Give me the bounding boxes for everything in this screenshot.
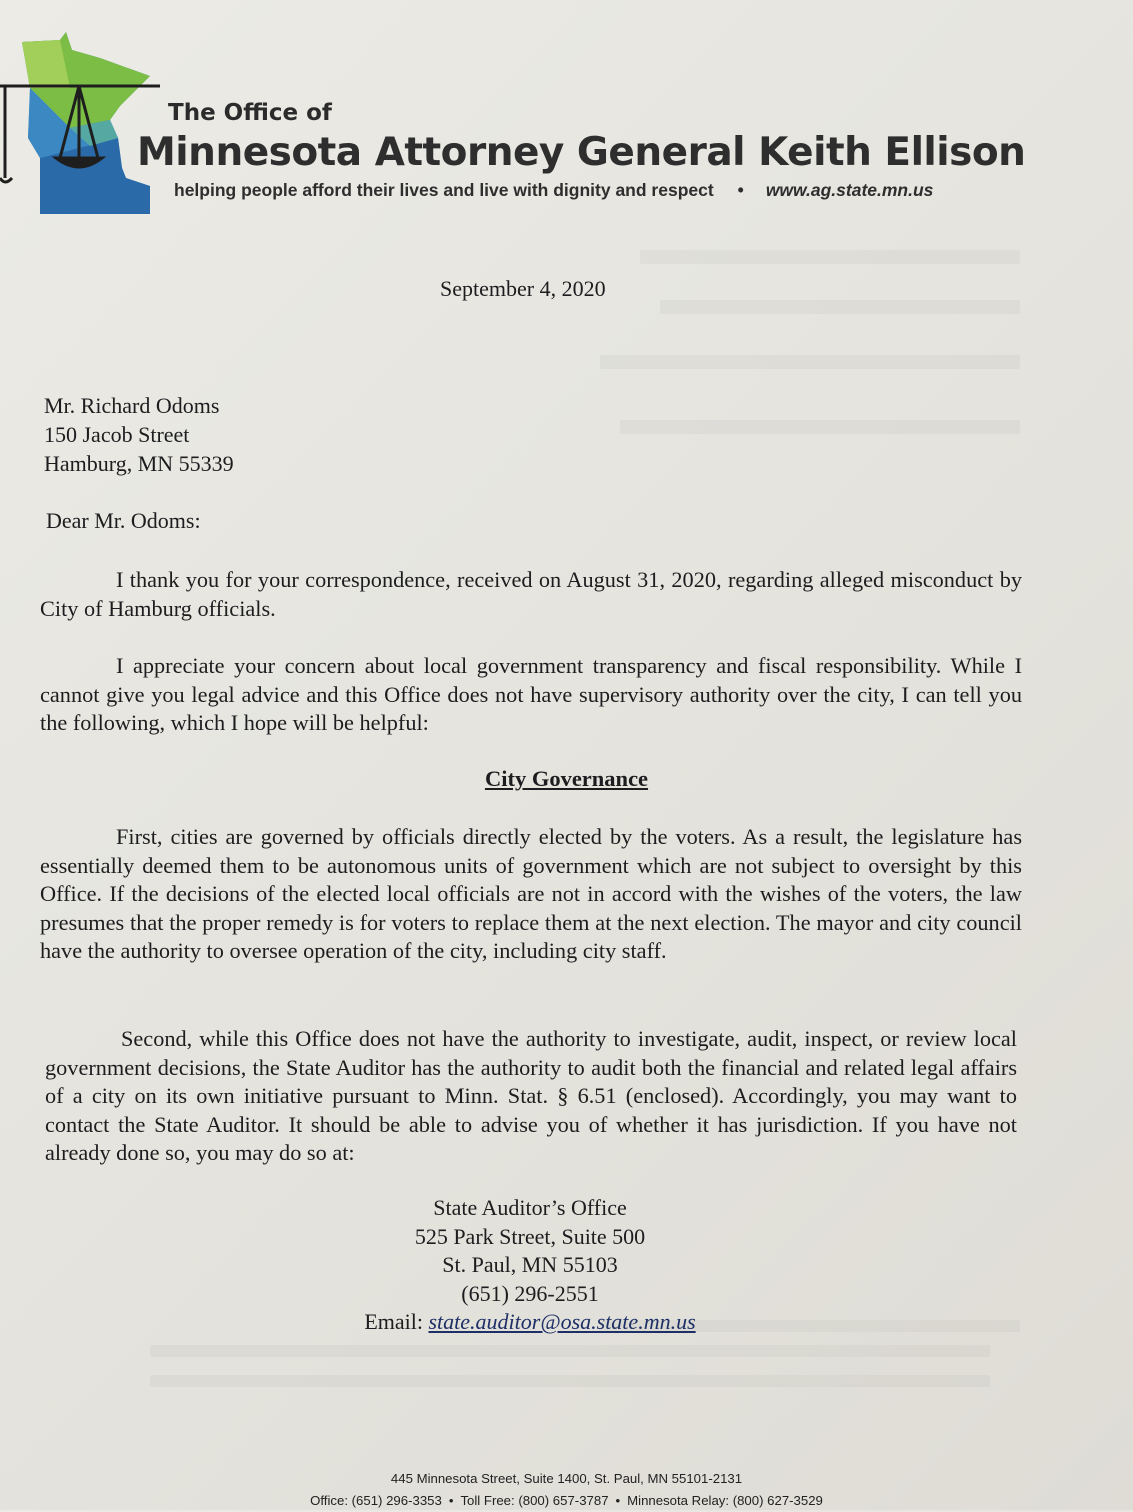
- salutation: Dear Mr. Odoms:: [46, 508, 201, 533]
- footer-separator: •: [448, 1493, 454, 1508]
- state-auditor-contact: [340, 1194, 720, 1337]
- recipient-name: Mr. Richard Odoms: [44, 393, 220, 418]
- letterhead-office-line: The Office of: [168, 100, 332, 126]
- auditor-email-row: [340, 1308, 720, 1337]
- auditor-email-label: Email:: [364, 1309, 423, 1334]
- letterhead-attorney-general-name: Minnesota Attorney General Keith Ellison: [137, 130, 1026, 175]
- body-paragraph-2: I appreciate your concern about local government transparency and fiscal responsibility. While I cannot give you legal advice and this Office does not have supervisory authority over the city, I can tell you the following, which I hope will be helpful:: [40, 653, 1022, 735]
- body-paragraph-3: First, cities are governed by officials directly elected by the voters. As a result, the legislature has essentially deemed them to be autonomous units of government which are not subject to oversight by this Office. If the decisions of the elected local officials are not in accord with the wishes of the voters, the law presumes that the proper remedy is for voters to replace them at the next election. The mayor and city council have the authority to oversee operation of the city, including city staff.: [40, 824, 1022, 963]
- letter-footer: [0, 1468, 1133, 1512]
- footer-separator: •: [615, 1493, 621, 1508]
- letterhead-tagline: helping people afford their lives and live with dignity and respect: [174, 180, 714, 200]
- auditor-city: St. Paul, MN 55103: [442, 1252, 618, 1277]
- auditor-email-link[interactable]: state.auditor@osa.state.mn.us: [428, 1309, 696, 1334]
- section-heading: City Governance: [484, 766, 649, 791]
- auditor-office-name: State Auditor’s Office: [433, 1195, 627, 1220]
- recipient-city: Hamburg, MN 55339: [44, 451, 234, 476]
- body-paragraph-1: I thank you for your correspondence, received on August 31, 2020, regarding alleged misconduct by City of Hamburg officials.: [40, 567, 1022, 621]
- letter-date: September 4, 2020: [440, 276, 606, 301]
- recipient-street: 150 Jacob Street: [44, 422, 190, 447]
- footer-toll-free: Toll Free: (800) 657-3787: [460, 1493, 609, 1508]
- recipient-address: [44, 391, 234, 478]
- footer-address: 445 Minnesota Street, Suite 1400, St. Paul, MN 55101-2131: [390, 1471, 743, 1486]
- footer-relay: Minnesota Relay: (800) 627-3529: [627, 1493, 823, 1508]
- footer-phones: [0, 1490, 1133, 1512]
- bleed-through-text: [640, 250, 1020, 264]
- bleed-through-text: [150, 1345, 990, 1357]
- letterhead-tagline-row: [174, 180, 933, 201]
- bleed-through-text: [620, 420, 1020, 434]
- bleed-through-text: [660, 300, 1020, 314]
- footer-office-phone: Office: (651) 296-3353: [310, 1493, 442, 1508]
- tagline-separator: •: [737, 180, 744, 200]
- body-paragraph-4: Second, while this Office does not have the authority to investigate, audit, inspect, or review local government decisions, the State Auditor has the authority to audit both the financial and related legal affairs of a city on its own initiative pursuant to Minn. Stat. § 6.51 (enclosed). Accordingly, you may want to contact the State Auditor. It should be able to advise you of whether it has jurisdiction. If you have not already done so, you may do so at:: [45, 1026, 1017, 1165]
- minnesota-map-scales-of-justice-icon: [0, 28, 160, 218]
- bleed-through-text: [600, 355, 1020, 369]
- auditor-phone: (651) 296-2551: [461, 1280, 599, 1306]
- auditor-street: 525 Park Street, Suite 500: [414, 1223, 646, 1249]
- bleed-through-text: [150, 1375, 990, 1387]
- letterhead-website-link[interactable]: www.ag.state.mn.us: [765, 180, 934, 200]
